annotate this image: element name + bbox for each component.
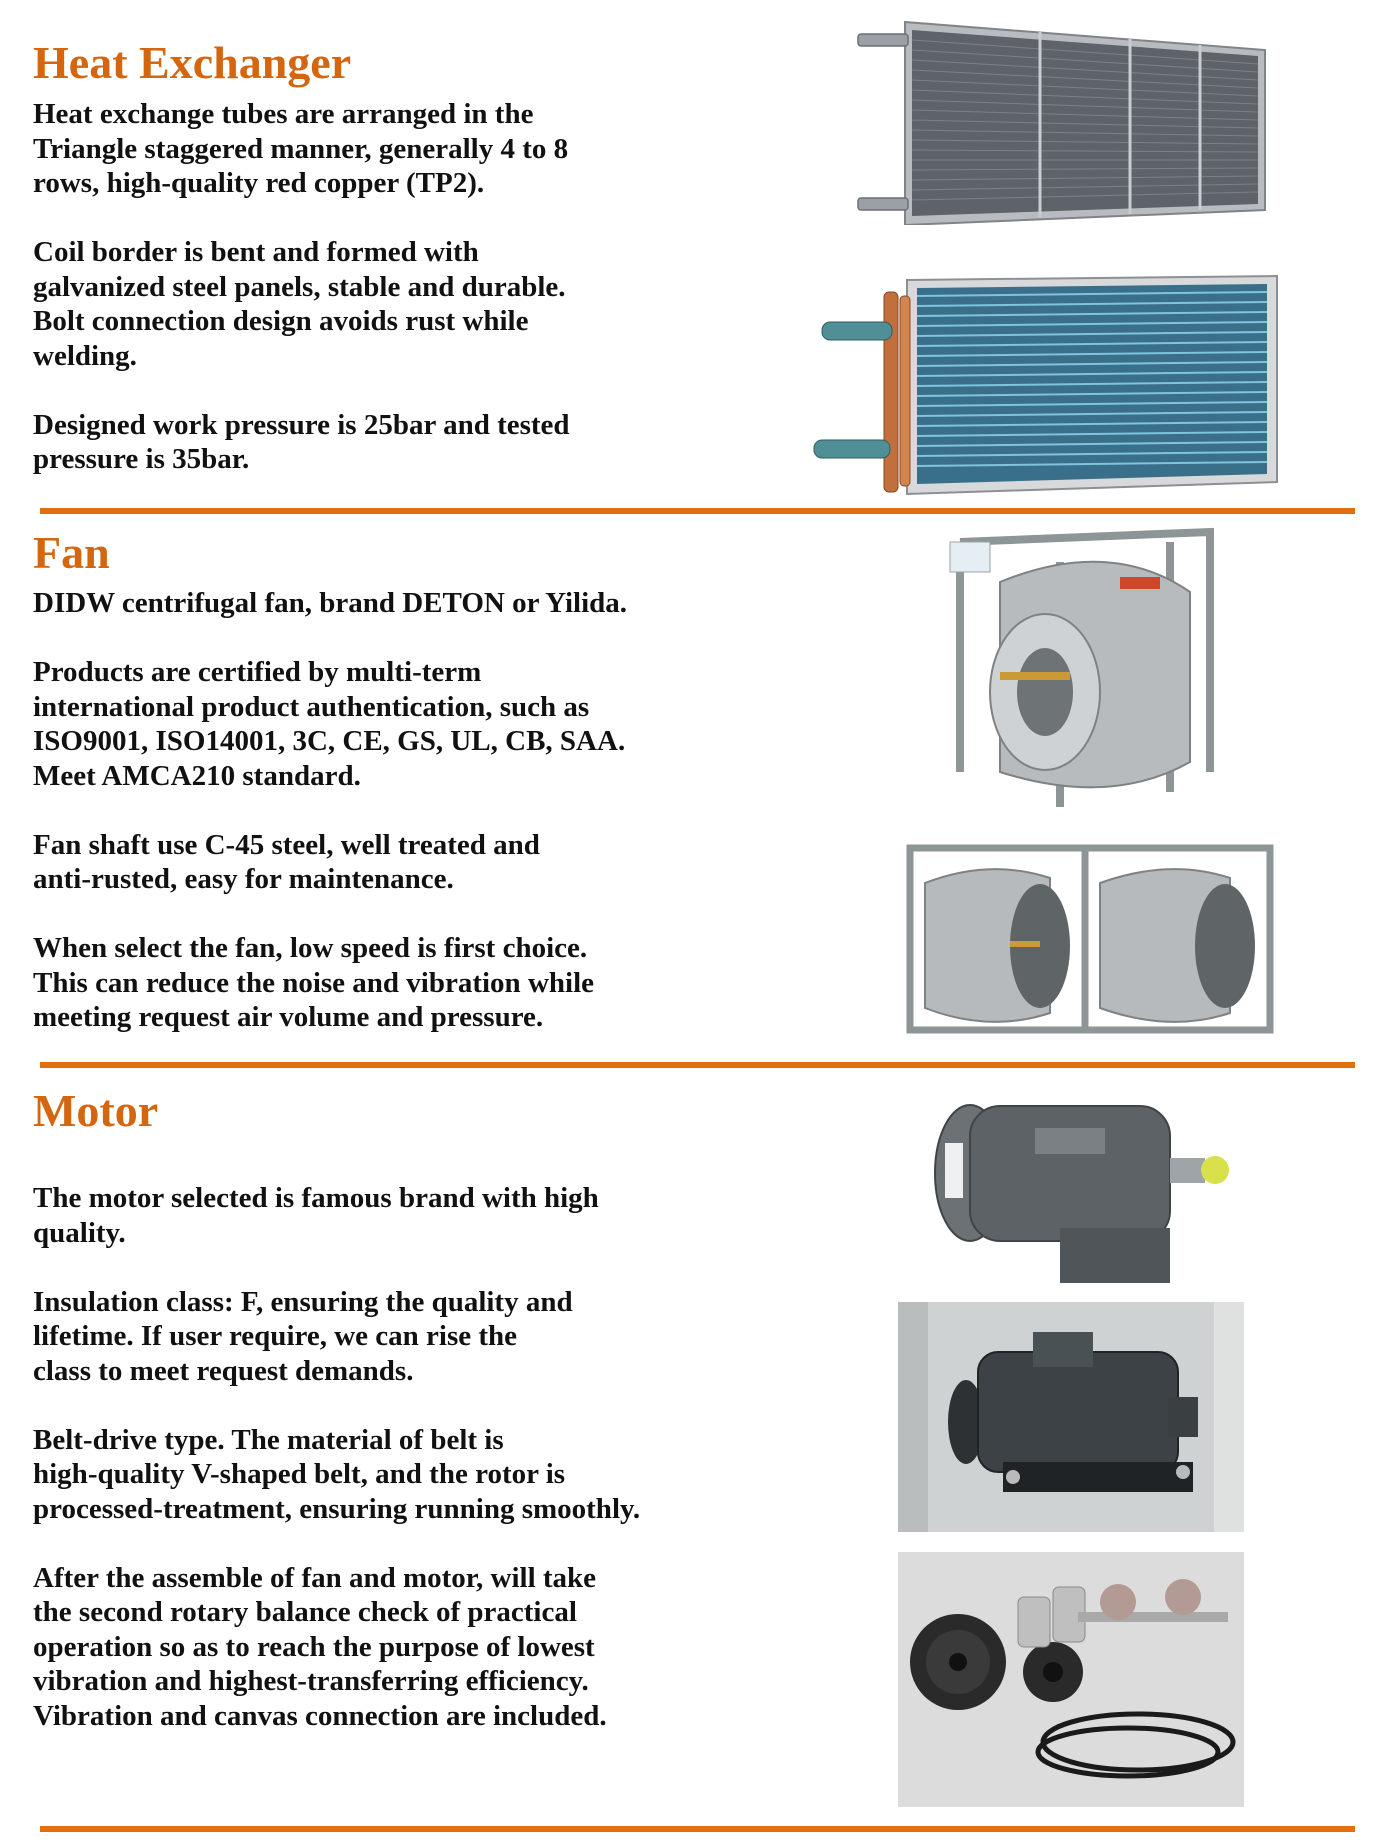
heat-exchanger-paragraph-1: Heat exchange tubes are arranged in the Triangle staggered manner, generally 4 to 8 rows, high-quality red copper (TP2). bbox=[33, 98, 569, 199]
pulley-accessories-image bbox=[898, 1552, 1244, 1807]
motor-paragraph-1: The motor selected is famous brand with high quality. bbox=[33, 1182, 599, 1249]
fan-housing-right bbox=[1100, 869, 1255, 1022]
copper-coil-image bbox=[812, 272, 1282, 497]
centrifugal-fan-image bbox=[940, 522, 1220, 812]
section-divider-1 bbox=[40, 508, 1355, 514]
heat-exchanger-heading: Heat Exchanger bbox=[33, 37, 352, 88]
finned-coil-image bbox=[850, 20, 1270, 225]
fan-housing bbox=[990, 562, 1190, 788]
fan-heading: Fan bbox=[33, 527, 110, 578]
motor-paragraph-4: After the assemble of fan and motor, will take the second rotary balance check of practical operation so as to reach the purpose of lowest vibration and highest-transferring efficiency. Vibration and canvas connection are included. bbox=[33, 1561, 607, 1732]
small-pulley bbox=[1023, 1642, 1083, 1702]
motor-text bbox=[33, 1181, 793, 1768]
installed-motor-image bbox=[898, 1302, 1244, 1532]
section-divider-2 bbox=[40, 1062, 1355, 1068]
coil-pipes bbox=[858, 34, 908, 210]
copper-connections bbox=[814, 322, 892, 458]
motor-paragraph-3: Belt-drive type. The material of belt is high-quality V-shaped belt, and the rotor is processed-treatment, ensuring running smoothly. bbox=[33, 1423, 641, 1525]
double-fan-image bbox=[900, 838, 1280, 1038]
section-divider-3 bbox=[40, 1826, 1355, 1832]
heat-exchanger-text bbox=[33, 97, 793, 511]
cabinet-wall bbox=[898, 1302, 928, 1532]
heat-exchanger-paragraph-2: Coil border is bent and formed with galvanized steel panels, stable and durable. Bolt connection design avoids rust while welding. bbox=[33, 236, 566, 372]
motor-heading: Motor bbox=[33, 1085, 159, 1136]
fan-text bbox=[33, 586, 793, 1069]
fan-paragraph-3: Fan shaft use C-45 steel, well treated and anti-rusted, easy for maintenance. bbox=[33, 828, 540, 895]
motor-body bbox=[948, 1332, 1198, 1492]
large-pulley bbox=[910, 1614, 1006, 1710]
motor-body bbox=[935, 1105, 1229, 1283]
copper-headers bbox=[884, 292, 910, 492]
fan-housing-left bbox=[925, 869, 1070, 1022]
cabinet-panel bbox=[1214, 1302, 1244, 1532]
motor-image bbox=[925, 1088, 1235, 1288]
fan-paragraph-1: DIDW centrifugal fan, brand DETON or Yilida. bbox=[33, 587, 628, 619]
motor-paragraph-2: Insulation class: F, ensuring the quality and lifetime. If user require, we can rise the class to meet request demands. bbox=[33, 1285, 573, 1387]
heat-exchanger-paragraph-3: Designed work pressure is 25bar and tested pressure is 35bar. bbox=[33, 408, 570, 475]
fan-paragraph-4: When select the fan, low speed is first choice. This can reduce the noise and vibration while meeting request air volume and pressure. bbox=[33, 932, 594, 1033]
fan-paragraph-2: Products are certified by multi-term international product authentication, such as ISO9001, ISO14001, 3C, CE, GS, UL, CB, SAA. Meet AMCA210 standard. bbox=[33, 656, 626, 792]
